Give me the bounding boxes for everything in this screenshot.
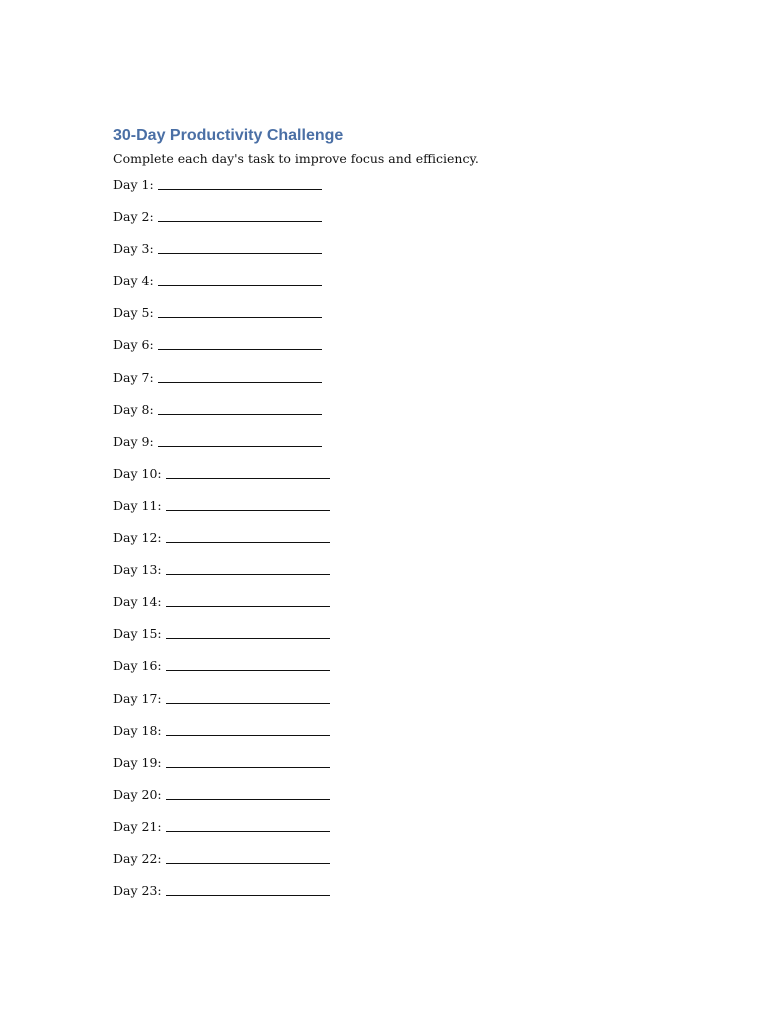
day-label: Day 13: — [113, 562, 162, 578]
day-blank-line[interactable] — [158, 432, 322, 447]
day-blank-line[interactable] — [166, 881, 330, 896]
day-label: Day 22: — [113, 850, 162, 866]
day-row — [113, 881, 673, 913]
day-blank-line[interactable] — [166, 464, 330, 479]
day-label: Day 1: — [113, 177, 154, 192]
day-label: Day 8: — [113, 401, 154, 417]
day-blank-line[interactable] — [158, 175, 322, 190]
day-row — [113, 368, 673, 400]
day-blank-line[interactable] — [158, 335, 322, 350]
day-label: Day 16: — [113, 658, 162, 674]
day-blank-line[interactable] — [166, 817, 330, 832]
day-blank-line[interactable] — [166, 849, 330, 864]
document-subtitle: Complete each day's task to improve focus and efficiency. — [113, 151, 479, 166]
day-row — [113, 335, 673, 367]
day-row — [113, 239, 673, 271]
day-row — [113, 496, 673, 528]
document-page — [113, 124, 673, 913]
day-row — [113, 432, 673, 464]
day-blank-line[interactable] — [166, 753, 330, 768]
day-row — [113, 721, 673, 753]
day-label: Day 17: — [113, 690, 162, 706]
day-label: Day 11: — [113, 497, 162, 513]
day-label: Day 12: — [113, 530, 162, 546]
day-row — [113, 271, 673, 303]
day-label: Day 9: — [113, 433, 154, 449]
day-label: Day 5: — [113, 305, 154, 321]
day-row — [113, 560, 673, 592]
day-blank-line[interactable] — [166, 721, 330, 736]
day-row — [113, 303, 673, 335]
day-row — [113, 400, 673, 432]
day-row — [113, 175, 673, 207]
day-blank-line[interactable] — [166, 785, 330, 800]
day-row — [113, 817, 673, 849]
day-blank-line[interactable] — [166, 689, 330, 704]
day-row — [113, 849, 673, 881]
day-blank-line[interactable] — [166, 560, 330, 575]
day-row — [113, 785, 673, 817]
day-blank-line[interactable] — [166, 592, 330, 607]
day-row — [113, 528, 673, 560]
document-title: 30-Day Productivity Challenge — [113, 127, 344, 144]
day-label: Day 23: — [113, 883, 162, 899]
day-list — [113, 175, 673, 913]
day-label: Day 2: — [113, 209, 154, 225]
day-label: Day 19: — [113, 754, 162, 770]
day-blank-line[interactable] — [158, 271, 322, 286]
day-label: Day 4: — [113, 273, 154, 289]
day-label: Day 20: — [113, 786, 162, 802]
day-blank-line[interactable] — [166, 528, 330, 543]
day-blank-line[interactable] — [158, 207, 322, 222]
day-label: Day 10: — [113, 465, 162, 481]
day-label: Day 15: — [113, 626, 162, 642]
day-row — [113, 592, 673, 624]
day-blank-line[interactable] — [166, 624, 330, 639]
day-label: Day 21: — [113, 818, 162, 834]
day-blank-line[interactable] — [158, 368, 322, 383]
day-row — [113, 624, 673, 656]
day-label: Day 18: — [113, 722, 162, 738]
day-blank-line[interactable] — [158, 303, 322, 318]
day-label: Day 14: — [113, 594, 162, 610]
day-label: Day 3: — [113, 241, 154, 257]
day-row — [113, 753, 673, 785]
day-row — [113, 689, 673, 721]
day-row — [113, 207, 673, 239]
day-row — [113, 464, 673, 496]
day-row — [113, 656, 673, 688]
day-blank-line[interactable] — [166, 496, 330, 511]
day-blank-line[interactable] — [158, 400, 322, 415]
day-blank-line[interactable] — [158, 239, 322, 254]
day-blank-line[interactable] — [166, 656, 330, 671]
day-label: Day 6: — [113, 337, 154, 353]
day-label: Day 7: — [113, 369, 154, 385]
